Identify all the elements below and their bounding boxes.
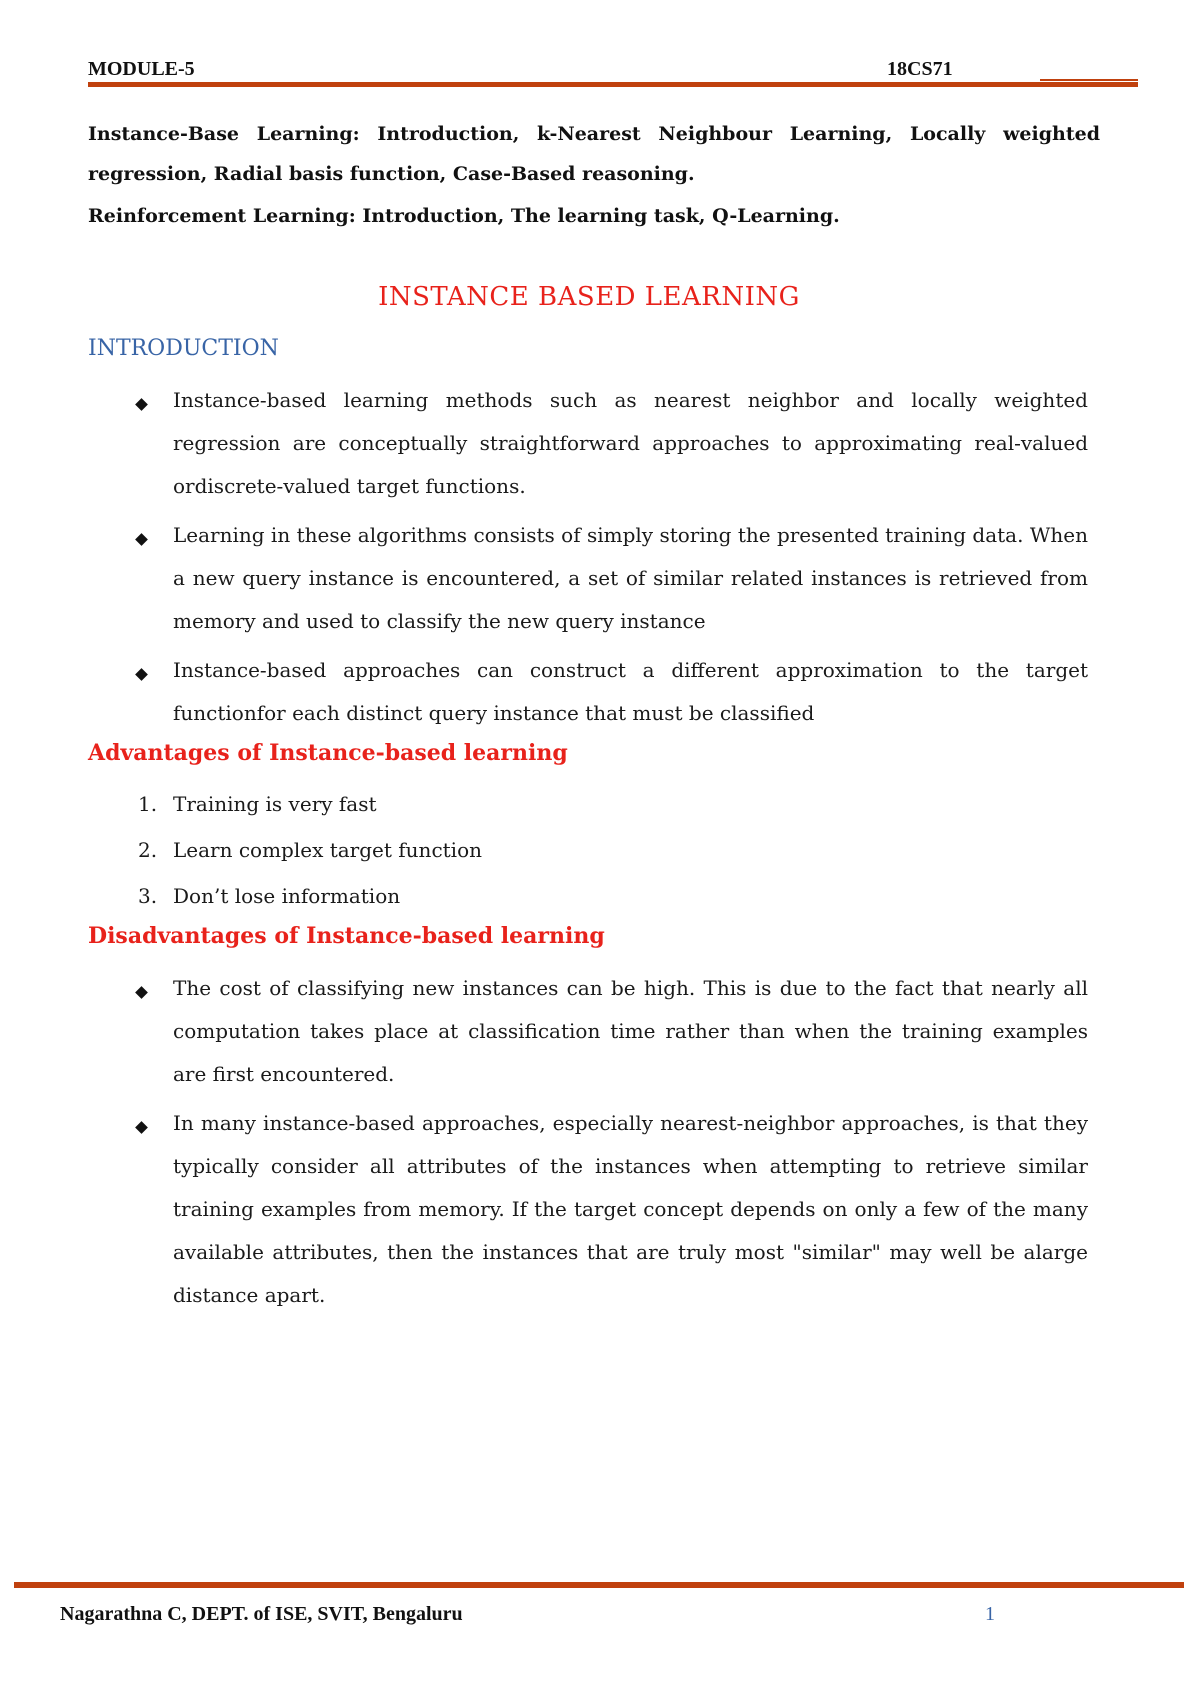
introduction-heading: INTRODUCTION — [88, 336, 279, 361]
item-number: 1. — [138, 792, 158, 816]
footer-author: Nagarathna C, DEPT. of ISE, SVIT, Bengaluru — [60, 1603, 463, 1625]
diamond-bullet-icon — [135, 398, 148, 411]
syllabus-instance-learning: Instance-Base Learning: Introduction, k-Nearest Neighbour Learning, Locally weighted regression, Radial basis function, Case-Based reasoning. — [88, 123, 1100, 185]
page-title: INSTANCE BASED LEARNING — [378, 282, 800, 312]
header-course-code: 18CS71 — [887, 58, 953, 80]
diamond-bullet-icon — [135, 668, 148, 681]
header-rule — [88, 82, 1138, 87]
disadvantages-heading: Disadvantages of Instance-based learning — [88, 923, 605, 949]
page-number: 1 — [985, 1603, 995, 1625]
item-text: Training is very fast — [173, 792, 377, 816]
disadvantage-bullet-text: The cost of classifying new instances can be high. This is due to the fact that nearly all computation takes place at classification time rather than when the training examples are first encountered. — [173, 976, 1088, 1086]
item-number: 2. — [138, 838, 158, 862]
diamond-bullet-icon — [135, 1121, 148, 1134]
header-rule-accent — [1040, 79, 1138, 81]
item-number: 3. — [138, 884, 158, 908]
diamond-bullet-icon — [135, 533, 148, 546]
diamond-bullet-icon — [135, 986, 148, 999]
intro-bullet-text: Learning in these algorithms consists of simply storing the presented training data. When a new query instance is encountered, a set of similar related instances is retrieved from memory and used to classify the new query instance — [173, 523, 1088, 633]
syllabus-reinforcement-learning: Reinforcement Learning: Introduction, The learning task, Q-Learning. — [88, 205, 840, 227]
advantages-heading: Advantages of Instance-based learning — [88, 740, 568, 766]
footer-rule — [14, 1582, 1184, 1588]
item-text: Learn complex target function — [173, 838, 482, 862]
item-text: Don’t lose information — [173, 884, 401, 908]
intro-bullet-text: Instance-based learning methods such as nearest neighbor and locally weighted regression are conceptually straightforward approaches to approximating real-valued ordiscrete-valued target functions. — [173, 388, 1088, 498]
disadvantage-bullet-text: In many instance-based approaches, especially nearest-neighbor approaches, is that they typically consider all attributes of the instances when attempting to retrieve similar training examples from memory. If the target concept depends on only a few of the many available attributes, then the instances that are truly most "similar" may well be alarge distance apart. — [173, 1111, 1088, 1307]
header-module: MODULE-5 — [88, 58, 195, 80]
intro-bullet-text: Instance-based approaches can construct a different approximation to the target functionfor each distinct query instance that must be classified — [173, 658, 1088, 725]
